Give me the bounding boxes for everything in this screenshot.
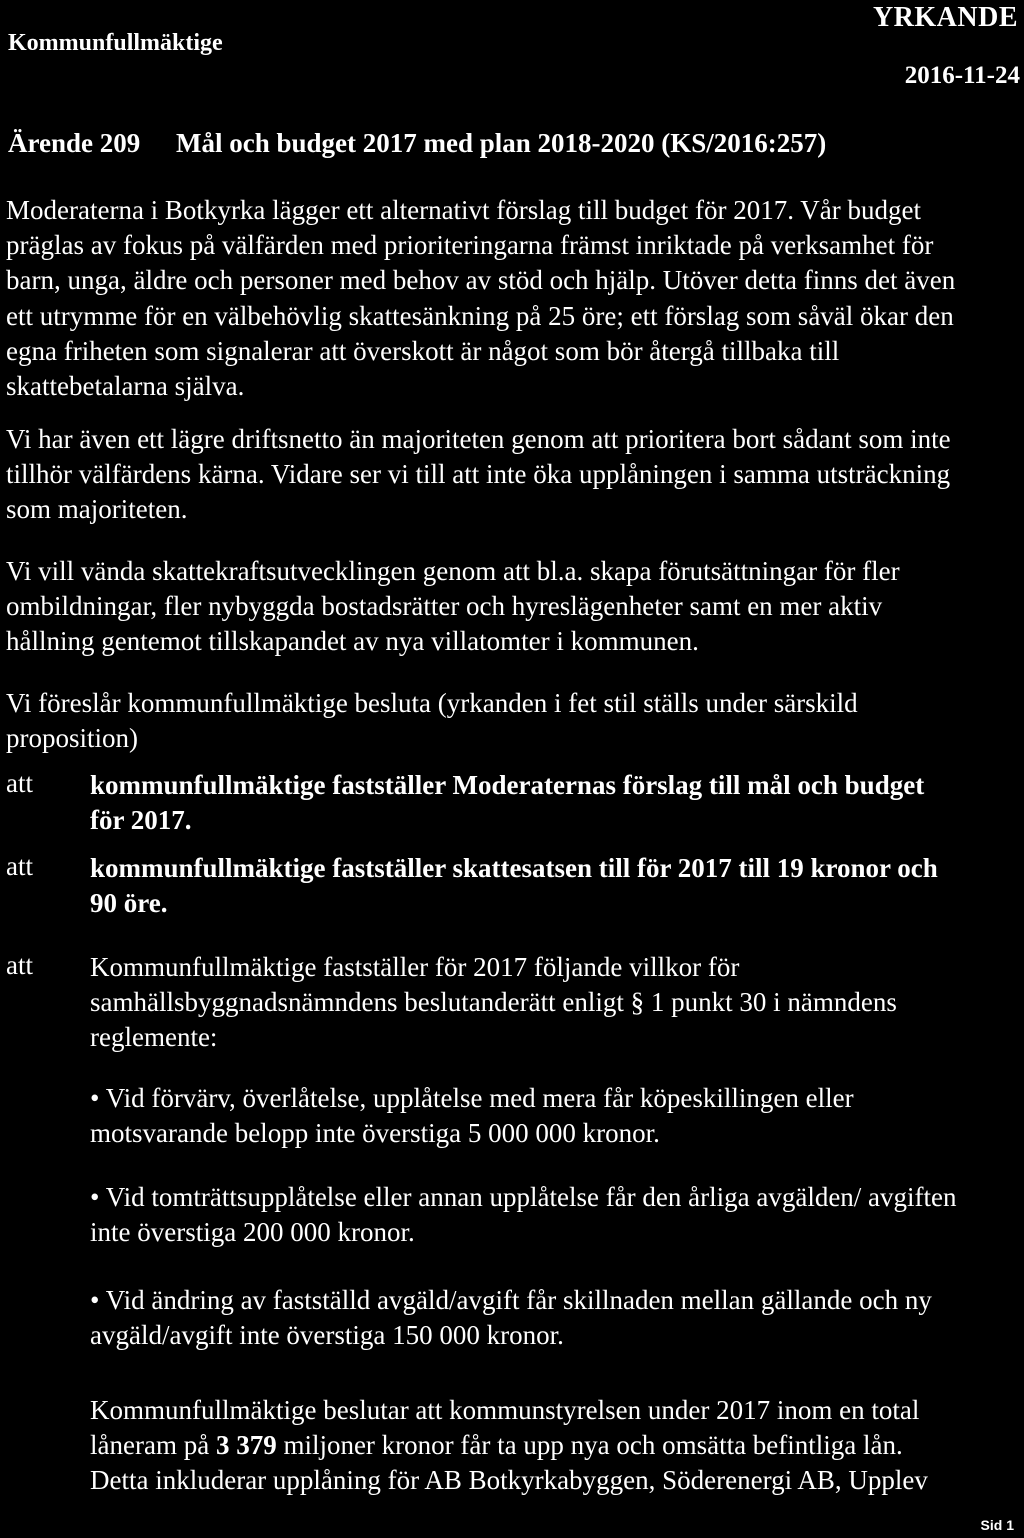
text-line: tillhör välfärdens kärna. Vidare ser vi till att inte öka upplåningen i samma utsträckning bbox=[6, 459, 951, 490]
text-line: egna friheten som signalerar att överskott är något som bör återgå tillbaka till bbox=[6, 335, 840, 366]
intro-paragraph bbox=[6, 193, 1018, 404]
att-item-2 bbox=[90, 851, 1010, 921]
organization-name: Kommunfullmäktige bbox=[8, 30, 223, 56]
paragraph-2 bbox=[6, 422, 1018, 528]
text-line: kommunfullmäktige fastställer Moderaternas förslag till mål och budget bbox=[90, 770, 925, 800]
bullet-item-3 bbox=[90, 1283, 1010, 1353]
arende-number: Ärende 209 bbox=[8, 128, 141, 158]
text-line: skattebetalarna själva. bbox=[6, 371, 245, 402]
text-line: som majoriteten. bbox=[6, 494, 188, 525]
bullet-item-2 bbox=[90, 1180, 1010, 1250]
text-line: • Vid tomträttsupplåtelse eller annan upplåtelse får den årliga avgälden/ avgiften bbox=[90, 1182, 957, 1212]
text-line: präglas av fokus på välfärden med prioriteringarna främst inriktade på verksamhet för bbox=[6, 230, 934, 261]
document-date: 2016-11-24 bbox=[904, 62, 1020, 89]
text-line: avgäld/avgift inte överstiga 150 000 kronor. bbox=[90, 1320, 564, 1351]
text-line: Moderaterna i Botkyrka lägger ett alternativt förslag till budget för 2017. Vår budget bbox=[6, 195, 921, 225]
text-line: Vi föreslår kommunfullmäktige besluta (yrkanden i fet stil ställs under särskild bbox=[6, 688, 858, 718]
text-line: 90 öre. bbox=[90, 888, 168, 919]
final-paragraph bbox=[90, 1393, 1010, 1499]
text-line: hållning gentemot tillskapandet av nya villatomter i kommunen. bbox=[6, 626, 699, 657]
text-line: inte överstiga 200 000 kronor. bbox=[90, 1217, 415, 1248]
text-segment: låneram på bbox=[90, 1430, 216, 1461]
document-type: YRKANDE bbox=[872, 2, 1018, 33]
att-label: att bbox=[6, 851, 33, 881]
arende-title: Mål och budget 2017 med plan 2018-2020 (KS/2016:257) bbox=[176, 128, 827, 158]
text-line: Vi vill vända skattekraftsutvecklingen genom att bl.a. skapa förutsättningar för fler bbox=[6, 556, 900, 586]
bullet-item-1 bbox=[90, 1081, 1010, 1151]
paragraph-4 bbox=[6, 686, 1018, 756]
page-number: Sid 1 bbox=[980, 1517, 1014, 1533]
paragraph-3 bbox=[6, 554, 1018, 660]
text-line: motsvarande belopp inte överstiga 5 000 000 kronor. bbox=[90, 1118, 660, 1149]
text-line: kommunfullmäktige fastställer skattesatsen till för 2017 till 19 kronor och bbox=[90, 853, 938, 883]
att-label: att bbox=[6, 768, 33, 798]
att-item-1 bbox=[90, 768, 1010, 838]
loan-amount: 3 379 bbox=[215, 1430, 277, 1461]
text-line: ombildningar, fler nybyggda bostadsrätter och hyreslägenheter samt en mer aktiv bbox=[6, 591, 883, 622]
text-segment: miljoner kronor får ta upp nya och omsätta befintliga lån. bbox=[276, 1430, 903, 1461]
text-line: • Vid förvärv, överlåtelse, upplåtelse med mera får köpeskillingen eller bbox=[90, 1083, 854, 1113]
att-item-3 bbox=[90, 950, 1010, 1056]
att-label: att bbox=[6, 950, 33, 980]
text-line: reglemente: bbox=[90, 1022, 218, 1053]
text-line: ett utrymme för en välbehövlig skattesänkning på 25 öre; ett förslag som såväl ökar den bbox=[6, 300, 954, 331]
text-line: • Vid ändring av fastställd avgäld/avgift får skillnaden mellan gällande och ny bbox=[90, 1285, 932, 1315]
text-line: proposition) bbox=[6, 723, 138, 754]
text-line: Vi har även ett lägre driftsnetto än majoriteten genom att prioritera bort sådant som inte bbox=[6, 424, 951, 454]
text-line: barn, unga, äldre och personer med behov av stöd och hjälp. Utöver detta finns det även bbox=[6, 265, 956, 296]
text-line: Kommunfullmäktige fastställer för 2017 följande villkor för bbox=[90, 952, 740, 982]
text-line bbox=[90, 1428, 1010, 1463]
text-line: Detta inkluderar upplåning för AB Botkyrkabyggen, Söderenergi AB, Upplev bbox=[90, 1465, 928, 1496]
text-line: samhällsbyggnadsnämndens beslutanderätt enligt § 1 punkt 30 i nämndens bbox=[90, 987, 897, 1018]
text-line: Kommunfullmäktige beslutar att kommunstyrelsen under 2017 inom en total bbox=[90, 1395, 920, 1425]
text-line: för 2017. bbox=[90, 805, 192, 836]
